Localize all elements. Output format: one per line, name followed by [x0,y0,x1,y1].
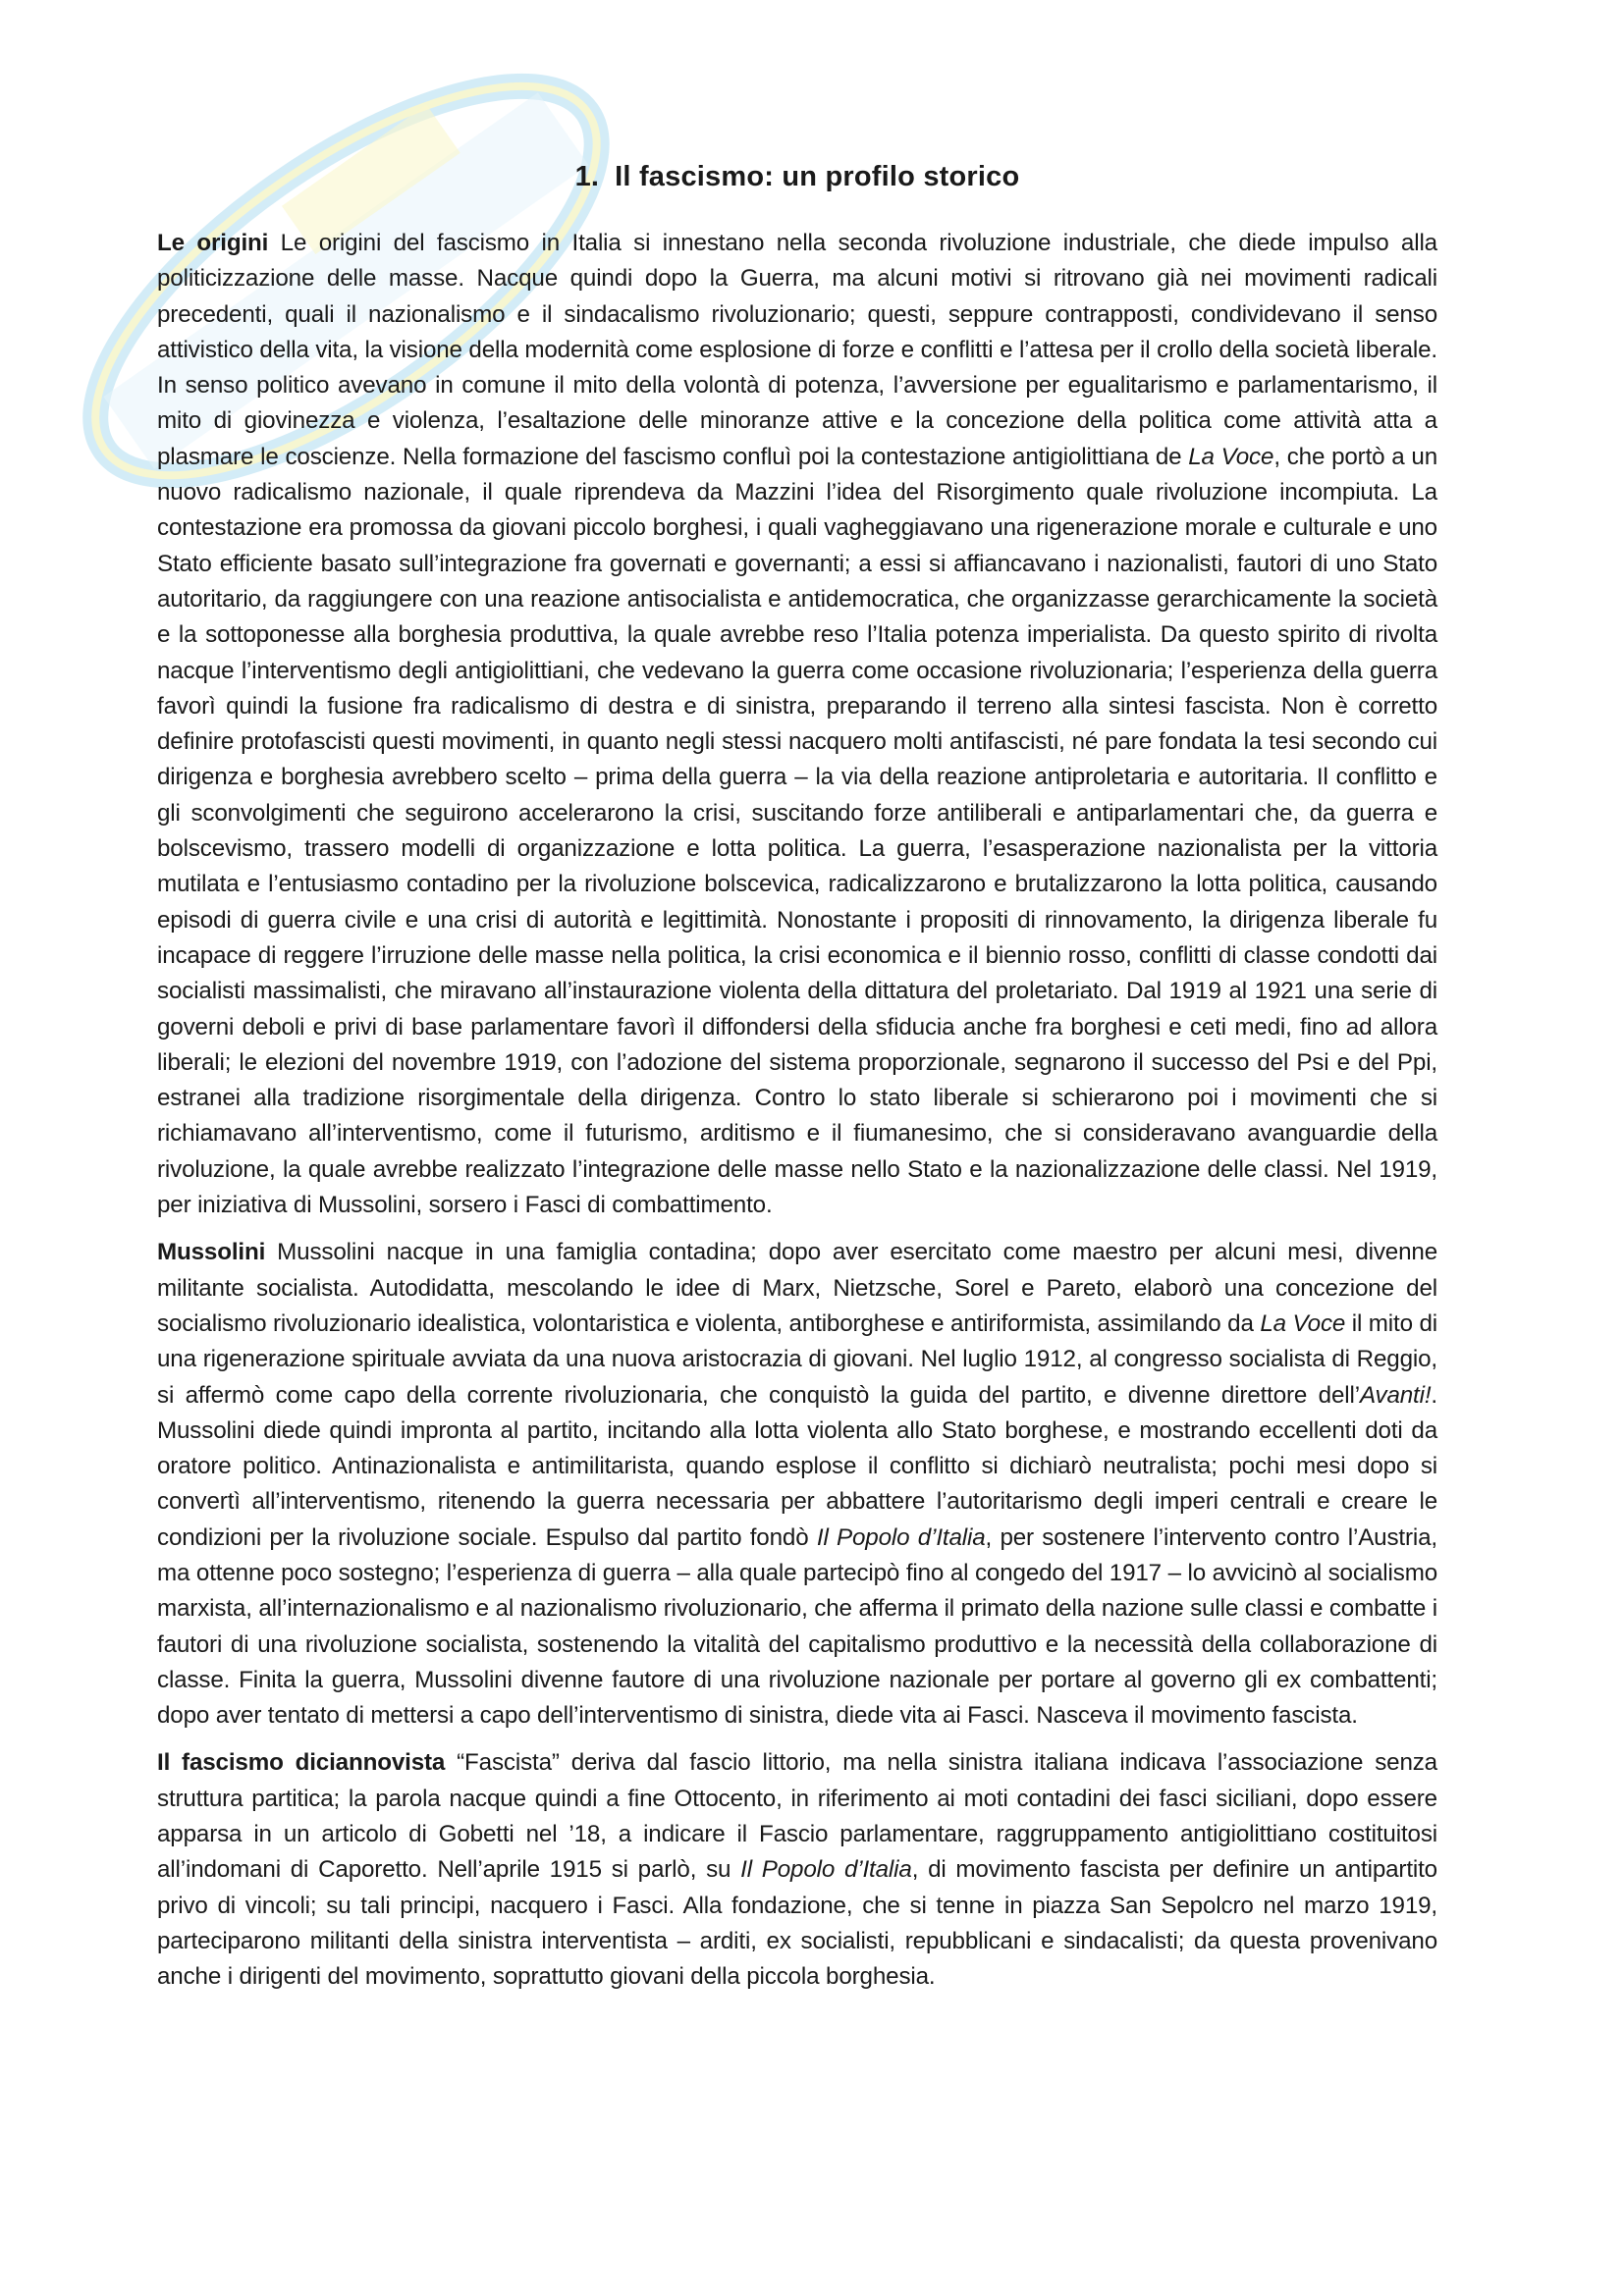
paragraph [157,226,1437,1223]
sections-container [157,226,1437,1996]
paragraph-text: “Fascista” deriva dal fascio littorio, ma nella sinistra italiana indicava l’associazione senza struttura partitica; la parola nacque quindi a fine Ottocento, in riferimento ai moti contadini dei fasci siciliani, dopo essere apparsa in un articolo di Gobetti nel ’18, a indicare il Fascio parlamentare, raggruppamento antigiolittiano costituitosi all’indomani di Caporetto. Nell’aprile 1915 si parlò, su [157,1749,1437,1884]
section-heading: Il fascismo diciannovista [157,1749,446,1777]
paragraph-text: il mito di una rigenerazione spirituale avviata da una nuova aristocrazia di giovani. Nel luglio 1912, al congresso socialista di Reggio, si affermò come capo della corrente rivoluzionaria, che conquistò la guida del partito, e divenne direttore dell’ [157,1309,1438,1409]
paragraph-text: . Mussolini diede quindi impronta al partito, incitando alla lotta violenta allo Stato borghese, e mostrando eccellenti doti da oratore politico. Antinazionalista e antimilitarista, quando esplose il conflitto si dichiarò neutralista; pochi mesi dopo si convertì all’interventismo, ritenendo la guerra necessaria per abbattere l’autoritarismo degli imperi centrali e creare le condizioni per la rivoluzione sociale. Espulso dal partito fondò [157,1381,1437,1551]
italic-title: Il Popolo d’Italia [740,1856,912,1884]
italic-title: Il Popolo d’Italia [816,1523,986,1551]
title-text: Il fascismo: un profilo storico [615,161,1020,192]
paragraph-text: Mussolini nacque in una famiglia contadina; dopo aver esercitato come maestro per alcuni mesi, divenne militante socialista. Autodidatta, mescolando le idee di Marx, Nietzsche, Sorel e Pareto, elaborò una concezione del socialismo rivoluzionario idealistica, volontaristica e violenta, antiborghese e antiriformista, assimilando da [157,1239,1437,1337]
paragraph-text: Le origini del fascismo in Italia si innestano nella seconda rivoluzione industriale, che diede impulso alla politicizzazione delle masse. Nacque quindi dopo la Guerra, ma alcuni motivi si ritrovano già nei movimenti radicali precedenti, quali il nazionalismo e il sindacalismo rivoluzionario; questi, seppure contrapposti, condividevano il senso attivistico della vita, la visione della modernità come esplosione di forze e conflitti e l’attesa per il crollo della società liberale. In senso politico avevano in comune il mito della volontà di potenza, l’avversione per egualitarismo e parlamentarismo, il mito di giovinezza e violenza, l’esaltazione delle minoranze attive e la concezione della politica come attività atta a plasmare le coscienze. Nella formazione del fascismo confluì poi la contestazione antigiolittiana de [157,230,1437,470]
italic-title: La Voce [1188,443,1274,470]
page-title [157,157,1437,196]
paragraph-text: , di movimento fascista per definire un antipartito privo di vincoli; su tali principi, nacquero i Fasci. Alla fondazione, che si tenne in piazza San Sepolcro nel marzo 1919, parteciparono militanti della sinistra interventista – arditi, ex socialisti, repubblicani e sindacalisti; da questa provenivano anche i dirigenti del movimento, soprattutto giovani della piccola borghesia. [157,1856,1437,1991]
paragraph-text: , per sostenere l’intervento contro l’Austria, ma ottenne poco sostegno; l’esperienza di guerra – alla quale partecipò fino al congedo del 1917 – lo avvicinò al socialismo marxista, all’internazionalismo e al nazionalismo rivoluzionario, che afferma il primato della nazione sulle classi e combatte i fautori di una rivoluzione socialista, sostenendo la vitalità del capitalismo produttivo e la necessità della collaborazione di classe. Finita la guerra, Mussolini divenne fautore di una rivoluzione nazionale per portare al governo gli ex combattenti; dopo aver tentato di mettersi a capo dell’interventismo di sinistra, diede vita ai Fasci. Nasceva il movimento fascista. [157,1523,1437,1730]
section-heading: Mussolini [157,1239,266,1266]
title-number: 1. [574,161,600,192]
document-body [157,157,1437,2007]
paragraph [157,1235,1437,1734]
paragraph [157,1745,1437,1995]
section-heading: Le origini [157,230,269,256]
italic-title: La Voce [1260,1309,1346,1337]
italic-title: Avanti! [1359,1381,1432,1409]
paragraph-text: , che portò a un nuovo radicalismo nazionale, il quale riprendeva da Mazzini l’idea del Risorgimento quale rivoluzione incompiuta. La contestazione era promossa da giovani piccolo borghesi, i quali vagheggiavano una rigenerazione morale e culturale e uno Stato efficiente basato sull’integrazione fra governati e governanti; a essi si affiancavano i nazionalisti, fautori di uno Stato autoritario, da raggiungere con una reazione antisocialista e antidemocratica, che organizzasse gerarchicamente la società e la sottoponesse alla borghesia produttiva, la quale avrebbe reso l’Italia potenza imperialista. Da questo spirito di rivolta nacque l’interventismo degli antigiolittiani, che vedevano la guerra come occasione rivoluzionaria; l’esperienza della guerra favorì quindi la fusione fra radicalismo di destra e di sinistra, preparando il terreno alla sintesi fascista. Non è corretto definire protofascisti questi movimenti, in quanto negli stessi nacquero molti antifascisti, né pare fondata la tesi secondo cui dirigenza e borghesia avrebbero scelto – prima della guerra – la via della reazione antiproletaria e autoritaria. Il conflitto e gli sconvolgimenti che seguirono accelerarono la crisi, suscitando forze antiliberali e antiparlamentari che, da guerra e bolscevismo, trassero modelli di organizzazione e lotta politica. La guerra, l’esasperazione nazionalista per la vittoria mutilata e l’entusiasmo contadino per la rivoluzione bolscevica, radicalizzarono e brutalizzarono la lotta politica, causando episodi di guerra civile e una crisi di autorità e legittimità. Nonostante i propositi di rinnovamento, la dirigenza liberale fu incapace di reggere l’irruzione delle masse nella politica, la crisi economica e il biennio rosso, conflitti di classe condotti dai socialisti massimalisti, che miravano all’instaurazione violenta della dittatura del proletariato. Dal 1919 al 1921 una serie di governi deboli e privi di base parlamentare favorì il diffondersi della sfiducia anche fra borghesi e ceti medi, fino ad allora liberali; le elezioni del novembre 1919, con l’adozione del sistema proporzionale, segnarono il successo del Psi e del Ppi, estranei alla tradizione risorgimentale della dirigenza. Contro lo stato liberale si schierarono poi i movimenti che si richiamavano all’interventismo, come il futurismo, arditismo e il fiumanesimo, che si consideravano avanguardie della rivoluzione, la quale avrebbe realizzato l’integrazione delle masse nello Stato e la nazionalizzazione delle classi. Nel 1919, per iniziativa di Mussolini, sorsero i Fasci di combattimento. [157,443,1437,1219]
